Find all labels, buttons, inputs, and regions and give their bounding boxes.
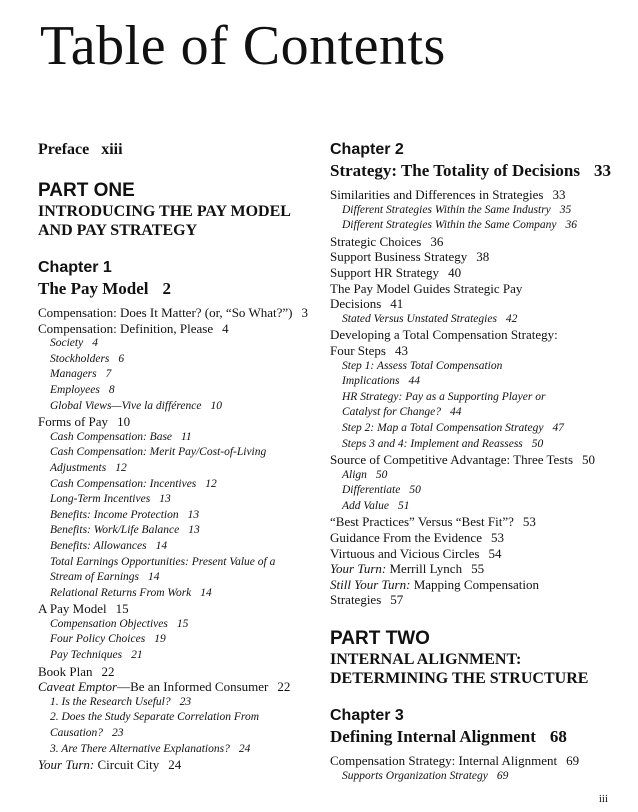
toc-entry-text: Support Business Strategy [330,249,468,265]
toc-entry-page: 10 [117,414,131,430]
toc-entry[interactable] [330,203,625,219]
toc-entry[interactable] [330,249,625,265]
toc-entry[interactable] [330,327,625,343]
toc-entry[interactable] [38,305,318,321]
toc-entry-page: 51 [397,499,410,512]
chapter-1-page: 2 [162,279,171,298]
toc-entry[interactable] [330,499,625,515]
toc-entry-text: Cash Compensation: Base [50,430,173,443]
chapter-2-label: Chapter 2 [330,141,404,158]
part-one-heading: PART ONE [38,180,135,201]
toc-entry-page: 44 [450,406,462,419]
toc-entry-page: 10 [210,399,222,412]
toc-entry-text: Differentiate [342,484,401,497]
toc-entry[interactable] [330,514,625,530]
chapter-1-title-text: The Pay Model [38,279,149,298]
toc-entry-text: Pay Techniques [50,649,123,662]
toc-entry-text: Benefits: Income Protection [50,508,179,521]
toc-entry-text: 3. Are There Alternative Explanations? [50,742,230,755]
toc-entry-text: “Best Practices” Versus “Best Fit”? [330,514,514,530]
part-one-subtitle-line: INTRODUCING THE PAY MODEL [38,203,291,220]
toc-entry-text: The Pay Model Guides Strategic Pay [330,280,523,296]
toc-entry-page: 14 [148,571,160,584]
toc-entry-text-rest: Merrill Lynch [386,561,463,577]
toc-entry-text-rest: Mapping Compensation [410,576,539,592]
toc-entry-text: Global Views—Vive la différence [50,399,202,412]
toc-entry[interactable] [330,546,625,562]
toc-entry[interactable] [330,530,625,546]
toc-left-column [38,140,318,773]
toc-entry-page: 36 [565,219,578,232]
toc-entry[interactable] [330,296,625,312]
toc-entry[interactable] [330,577,625,593]
toc-entry-text: Add Value [342,499,389,512]
chapter-3-title-text: Defining Internal Alignment [330,727,536,747]
toc-entry-page: 24 [238,742,251,755]
toc-entry-page: 24 [168,757,182,773]
chapter-1-entry-list [38,305,318,773]
toc-right-column [330,140,625,784]
toc-entry[interactable] [330,769,625,785]
toc-entry[interactable] [38,383,318,399]
toc-entry[interactable] [38,601,318,617]
toc-entry-text: Guidance From the Evidence [330,530,482,546]
toc-entry-text: Cash Compensation: Merit Pay/Cost-of-Living [50,446,267,459]
toc-entry[interactable] [330,561,625,577]
toc-entry[interactable] [38,586,318,602]
toc-entry[interactable] [38,539,318,555]
toc-entry-page: 53 [490,530,504,546]
toc-entry-page: 42 [505,312,518,325]
toc-entry[interactable] [38,367,318,383]
toc-entry[interactable] [38,336,318,352]
toc-entry-page: 22 [101,663,115,679]
toc-entry[interactable] [38,695,318,711]
toc-entry-text: Managers [50,368,97,381]
toc-entry-page: 33 [552,187,566,202]
toc-entry-text: Stream of Earnings [50,571,140,584]
toc-entry-text: Caveat Emptor [38,679,118,695]
toc-entry-text: Still Your Turn: [330,576,411,592]
toc-entry[interactable] [38,352,318,368]
toc-entry[interactable] [330,421,625,437]
toc-entry-text: Your Turn: [330,561,387,577]
toc-entry-page: 11 [181,430,192,443]
toc-entry-page: 43 [394,342,408,358]
toc-entry-text: Decisions [330,296,382,312]
toc-entry-text: Causation? [50,727,104,740]
toc-entry[interactable] [38,461,318,477]
toc-entry-page: 53 [522,514,536,530]
toc-entry-text: Compensation: Definition, Please [38,320,214,336]
toc-entry[interactable] [38,679,318,695]
toc-entry-page: 38 [476,249,490,265]
toc-entry[interactable] [330,312,625,328]
chapter-2-title[interactable] [330,160,625,181]
part-two-subtitle-line: DETERMINING THE STRUCTURE [330,670,589,688]
toc-entry-text: Strategic Choices [330,233,422,249]
toc-entry-page: 15 [176,617,189,630]
toc-entry-text: Society [50,337,84,350]
toc-entry[interactable] [330,359,625,375]
toc-entry-text: A Pay Model [38,601,107,617]
part-two-subtitle-line: INTERNAL ALIGNMENT: [330,651,522,669]
toc-entry-text: Employees [50,383,100,396]
toc-entry-page: 13 [187,508,200,521]
toc-entry-text: Forms of Pay [38,414,109,430]
toc-entry-text: Book Plan [38,663,93,679]
chapter-3-title[interactable] [330,726,625,747]
toc-entry-text-rest: Circuit City [94,757,160,773]
toc-entry[interactable] [330,452,625,468]
preface-page: xiii [101,141,123,158]
toc-entry[interactable] [38,430,318,446]
toc-entry-text: Strategies [330,592,382,608]
toc-entry[interactable] [38,742,318,758]
toc-entry-page: 69 [496,769,509,782]
chapter-1-label: Chapter 1 [38,259,112,276]
toc-entry-page: 69 [566,753,580,769]
toc-entry-text: Steps 3 and 4: Implement and Reassess [342,437,523,450]
toc-entry[interactable] [330,405,625,421]
chapter-3-page: 68 [549,727,567,747]
part-one-subtitle [38,202,318,240]
toc-entry-text: 1. Is the Research Useful? [50,695,171,708]
toc-entry-text-rest: —Be an Informed Consumer [117,679,269,695]
toc-entry-text: Step 2: Map a Total Compensation Strategy [342,421,544,434]
toc-entry-text: Stockholders [50,352,110,365]
toc-entry-page: 8 [108,383,115,396]
toc-entry-page: 50 [409,484,421,497]
toc-entry[interactable] [38,508,318,524]
toc-entry-text: Virtuous and Vicious Circles [330,545,480,561]
toc-entry[interactable] [330,234,625,250]
toc-entry[interactable] [38,632,318,648]
page-title: Table of Contents [40,15,446,77]
part-two-subtitle [330,650,625,688]
toc-entry-page: 54 [488,545,502,561]
toc-entry-page: 12 [115,461,127,474]
toc-entry[interactable] [330,437,625,453]
toc-entry-text: Align [342,468,367,481]
toc-entry-page: 40 [448,264,462,280]
toc-entry-page: 57 [390,592,404,608]
toc-entry-text: Benefits: Allowances [50,539,147,552]
toc-entry[interactable] [330,753,625,769]
toc-entry-text: Cash Compensation: Incentives [50,477,197,490]
toc-entry[interactable] [38,523,318,539]
toc-entry-page: 50 [375,468,388,481]
toc-entry-page: 3 [301,305,308,320]
toc-entry[interactable] [330,187,625,203]
toc-entry-page: 21 [131,649,143,662]
toc-entry[interactable] [330,592,625,608]
toc-entry[interactable] [38,414,318,430]
toc-entry[interactable] [330,374,625,390]
toc-entry[interactable] [38,648,318,664]
toc-entry[interactable] [330,343,625,359]
toc-entry-text: 2. Does the Study Separate Correlation From [50,711,259,724]
toc-entry-page: 19 [154,633,166,646]
chapter-2-title-text: Strategy: The Totality of Decisions [330,161,580,180]
toc-entry-page: 47 [552,421,564,434]
toc-entry-page: 50 [531,437,544,450]
chapter-1-title[interactable] [38,278,318,299]
chapter-3-entry-list [330,753,625,784]
toc-entry-text: Relational Returns From Work [50,586,192,599]
toc-entry-text: Adjustments [50,461,107,474]
toc-entry-page: 41 [390,296,404,312]
toc-entry-page: 14 [155,539,168,552]
toc-entry[interactable] [38,570,318,586]
toc-entry-text: Four Steps [330,342,386,358]
toc-entry-page: 35 [559,203,572,216]
toc-entry-text: Catalyst for Change? [342,406,442,419]
toc-entry-text: Compensation Strategy: Internal Alignment [330,753,558,769]
toc-entry-text: Four Policy Choices [50,633,146,646]
toc-entry-text: Similarities and Differences in Strategies [330,187,544,202]
toc-entry-page: 4 [92,337,98,350]
toc-entry-text: Support HR Strategy [330,264,440,280]
toc-entry-page: 13 [159,493,171,506]
toc-entry-page: 7 [105,368,112,381]
toc-entry-text: Compensation: Does It Matter? (or, “So What?”) [38,305,293,320]
toc-entry-text: Developing a Total Compensation Strategy: [330,327,558,343]
toc-entry[interactable] [38,445,318,461]
chapter-2-page: 33 [593,161,611,180]
toc-entry[interactable] [38,664,318,680]
toc-entry-page: 14 [200,586,212,599]
toc-entry-page: 23 [112,727,124,740]
toc-entry[interactable] [38,617,318,633]
toc-entry-text: Compensation Objectives [50,617,168,630]
toc-entry-page: 4 [222,320,229,336]
toc-entry[interactable] [38,399,318,415]
toc-entry-page: 12 [205,477,217,490]
toc-entry-text: Benefits: Work/Life Balance [50,524,180,537]
toc-entry[interactable] [38,757,318,773]
toc-entry[interactable] [38,726,318,742]
toc-entry[interactable] [330,218,625,234]
part-two-heading: PART TWO [330,628,430,650]
toc-entry[interactable] [38,555,318,571]
toc-entry-text: Step 1: Assess Total Compensation [342,359,503,372]
part-one-subtitle-line: AND PAY STRATEGY [38,222,198,239]
toc-entry[interactable] [330,281,625,297]
toc-entry[interactable] [38,321,318,337]
toc-entry-page: 15 [115,601,129,617]
toc-entry[interactable] [330,468,625,484]
toc-entry-text: Source of Competitive Advantage: Three Tests [330,452,574,468]
preface-entry[interactable] [38,140,318,160]
toc-entry-text: Total Earnings Opportunities: Present Value of a [50,555,276,568]
toc-entry-text: HR Strategy: Pay as a Supporting Player or [342,390,546,403]
toc-entry[interactable] [330,265,625,281]
toc-entry-page: 23 [179,695,192,708]
toc-entry-text: Long-Term Incentives [50,493,151,506]
toc-entry-page: 50 [582,452,596,468]
toc-entry[interactable] [330,390,625,406]
chapter-2-entry-list [330,187,625,608]
chapter-3-label: Chapter 3 [330,707,404,725]
toc-entry[interactable] [330,483,625,499]
toc-entry-text: Implications [342,375,400,388]
toc-entry-text: Stated Versus Unstated Strategies [342,312,497,325]
toc-entry-text: Supports Organization Strategy [342,769,488,782]
toc-entry[interactable] [38,492,318,508]
page-number: iii [598,793,608,805]
toc-entry-text: Different Strategies Within the Same Industry [342,203,551,216]
toc-entry-page: 22 [277,679,291,695]
toc-entry-page: 44 [408,375,420,388]
toc-entry-page: 6 [118,352,125,365]
preface-label: Preface [38,141,90,158]
toc-entry[interactable] [38,477,318,493]
toc-entry-page: 13 [188,524,200,537]
toc-entry[interactable] [38,710,318,726]
toc-entry-page: 36 [430,233,444,249]
toc-entry-text: Different Strategies Within the Same Company [342,219,557,232]
toc-entry-page: 55 [471,561,485,577]
toc-entry-text: Your Turn: [38,757,95,773]
